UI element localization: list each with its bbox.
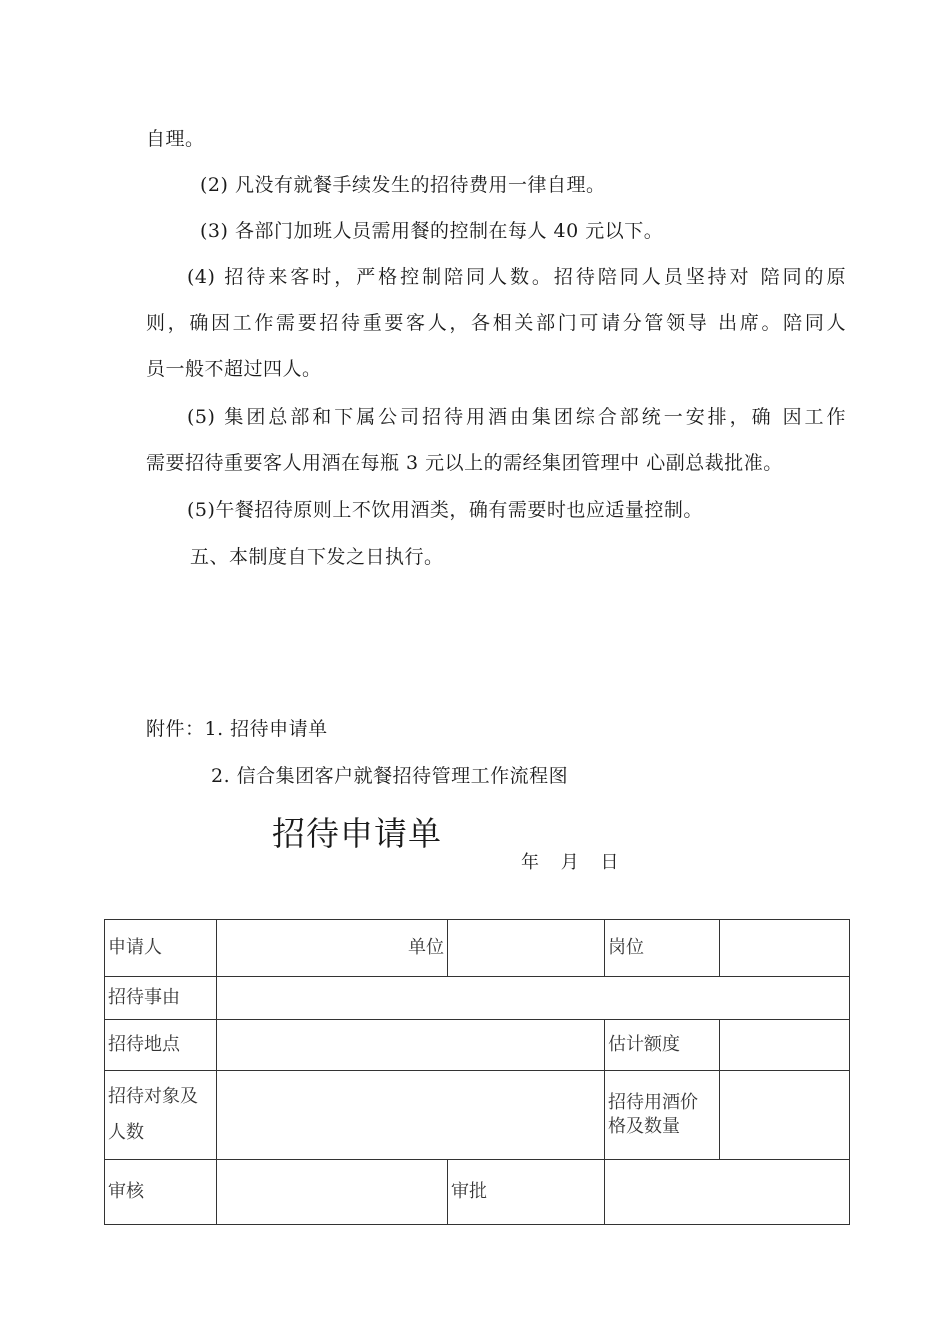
label-estimate: 估计额度 [605,1020,720,1071]
label-applicant: 申请人 [105,920,217,977]
form-row-location [105,1020,850,1071]
label-position: 岗位 [605,920,720,977]
field-position[interactable] [720,920,850,977]
attachment-item-2: 2. 信合集团客户就餐招待管理工作流程图 [211,765,569,787]
form-row-approval [105,1160,850,1225]
field-location[interactable] [217,1020,605,1071]
label-unit: 单位 [217,920,448,977]
paragraph-continuation: 自理。 [146,128,205,150]
field-unit[interactable] [448,920,605,977]
label-guests-line-1: 招待对象及 [108,1086,198,1107]
paragraph-item-5-line-2: 需要招待重要客人用酒在每瓶 3 元以上的需经集团管理中 心副总裁批准。 [146,452,783,474]
field-reason[interactable] [217,977,850,1020]
field-wine[interactable] [720,1071,850,1160]
form-row-reason [105,977,850,1020]
paragraph-item-6: (5)午餐招待原则上不饮用酒类，确有需要时也应适量控制。 [187,499,703,521]
label-approve: 审批 [448,1160,605,1225]
field-review[interactable] [217,1160,448,1225]
attachment-item-1: 附件：1. 招待申请单 [146,718,328,740]
field-guests[interactable] [217,1071,605,1160]
label-wine-line-2: 格及数量 [608,1116,680,1137]
paragraph-item-2: (2) 凡没有就餐手续发生的招待费用一律自理。 [200,174,606,196]
form-date: 年 月 日 [521,852,627,873]
label-review: 审核 [105,1160,217,1225]
form-row-guests [105,1071,850,1160]
form-row-applicant [105,920,850,977]
application-form-table [104,919,850,1225]
label-location: 招待地点 [105,1020,217,1071]
label-reason: 招待事由 [105,977,217,1020]
paragraph-item-4-line-2: 则，确因工作需要招待重要客人，各相关部门可请分管领导 出席。陪同人 [146,312,846,334]
paragraph-item-4-line-3: 员一般不超过四人。 [146,358,322,380]
field-approve[interactable] [605,1160,850,1225]
paragraph-item-5-line-1: (5) 集团总部和下属公司招待用酒由集团综合部统一安排，确 因工作 [187,406,846,428]
paragraph-item-3: (3) 各部门加班人员需用餐的控制在每人 40 元以下。 [200,220,664,242]
label-wine-line-1: 招待用酒价 [608,1092,698,1113]
form-title: 招待申请单 [272,814,442,853]
field-estimate[interactable] [720,1020,850,1071]
paragraph-effective-clause: 五、本制度自下发之日执行。 [190,546,444,568]
label-guests [105,1071,217,1160]
label-wine [605,1071,720,1160]
label-guests-line-2: 人数 [108,1122,144,1143]
paragraph-item-4-line-1: (4) 招待来客时，严格控制陪同人数。招待陪同人员坚持对 陪同的原 [187,266,846,288]
